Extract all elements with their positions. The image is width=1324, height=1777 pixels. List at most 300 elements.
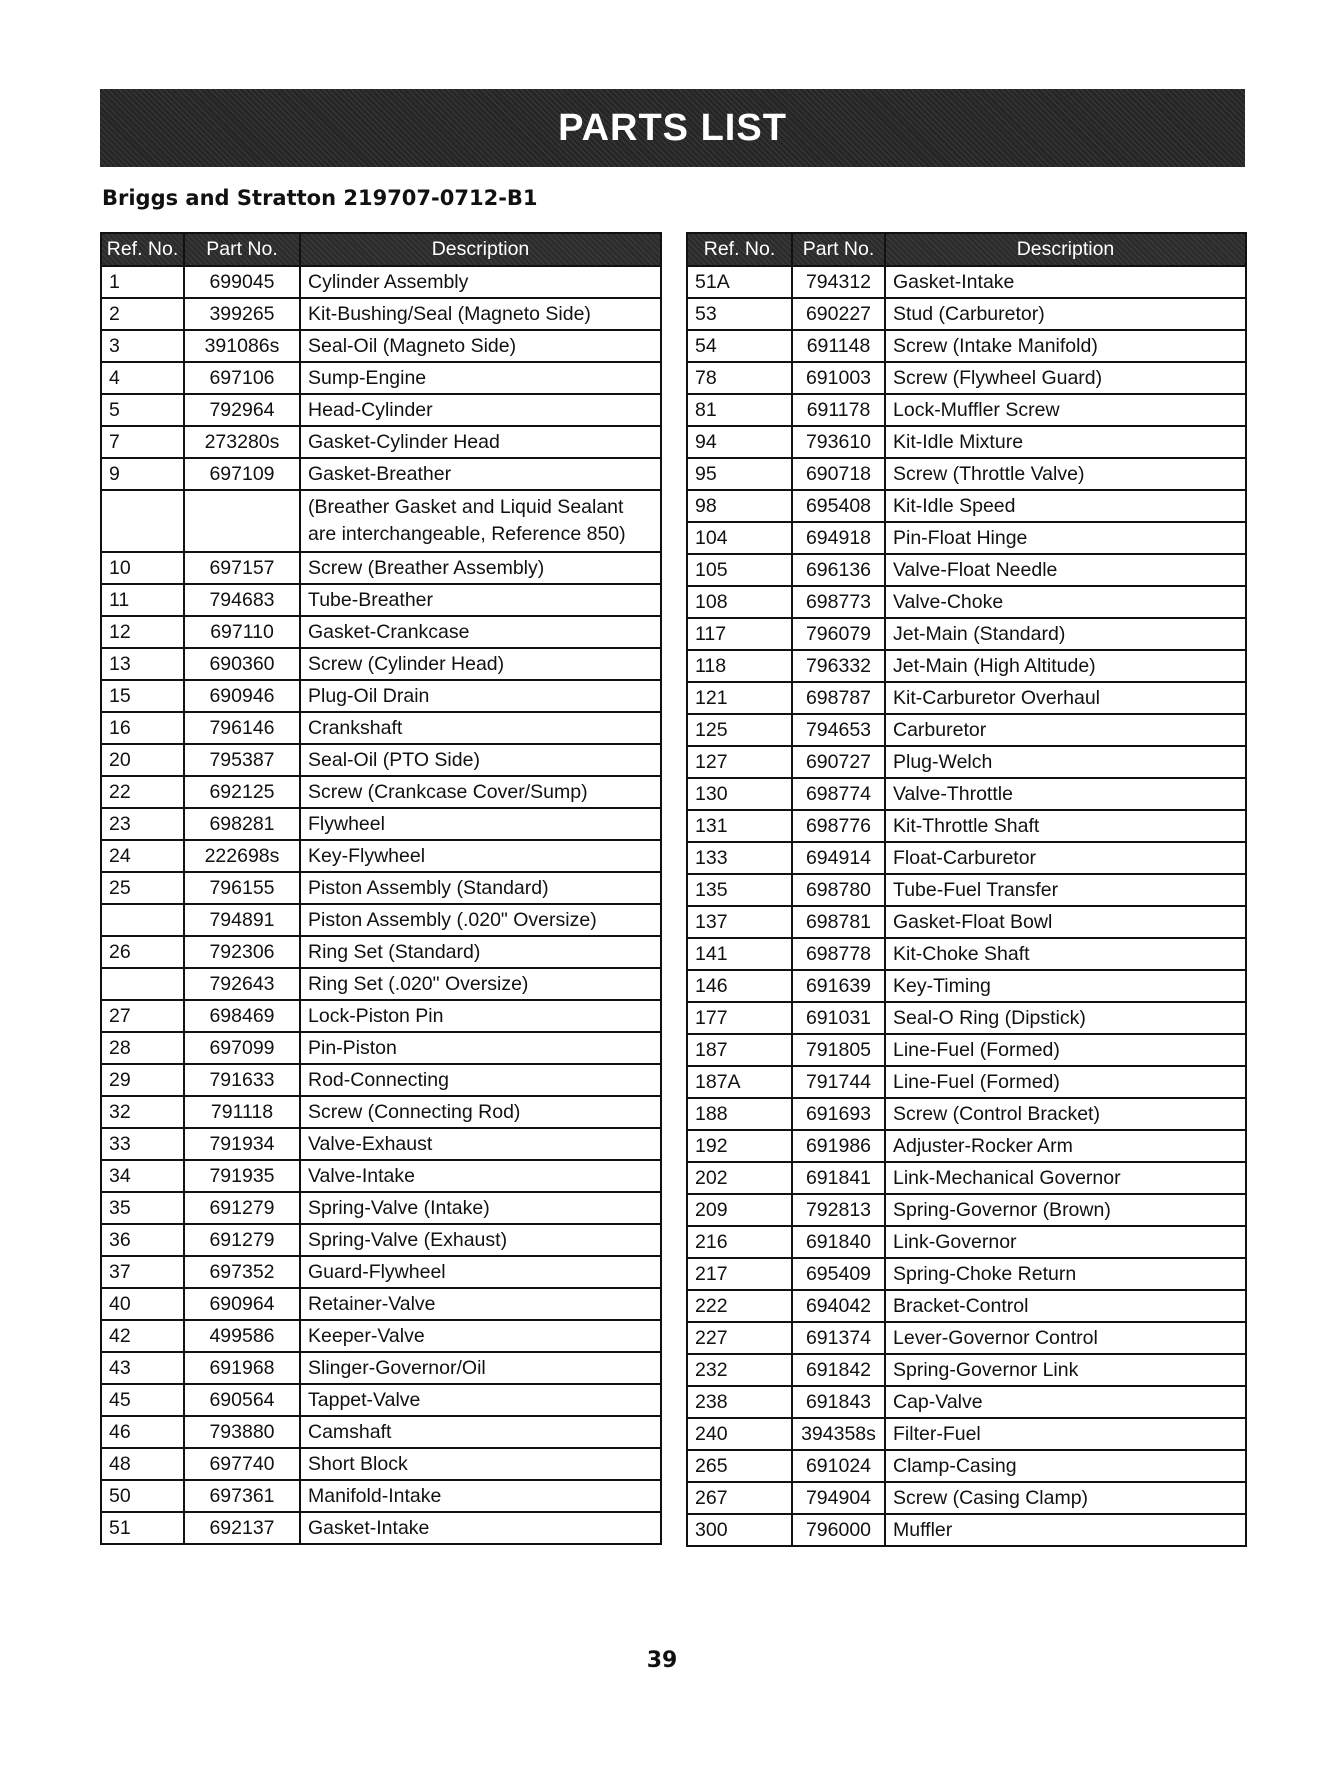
ref-no-cell: 37	[101, 1256, 184, 1288]
table-row	[101, 330, 661, 362]
part-no-cell: 694918	[792, 522, 885, 554]
table-row	[101, 904, 661, 936]
part-no-cell: 695408	[792, 490, 885, 522]
part-no-cell: 796000	[792, 1514, 885, 1546]
ref-no-cell: 24	[101, 840, 184, 872]
part-no-cell: 794904	[792, 1482, 885, 1514]
ref-no-cell: 25	[101, 872, 184, 904]
ref-no-cell: 216	[687, 1226, 792, 1258]
ref-no-cell: 117	[687, 618, 792, 650]
col-header-part-no: Part No.	[184, 233, 300, 266]
description-cell: Cylinder Assembly	[300, 266, 661, 298]
part-no-cell: 691968	[184, 1352, 300, 1384]
table-row	[101, 712, 661, 744]
table-row	[687, 522, 1246, 554]
table-row	[687, 1450, 1246, 1482]
description-cell: Jet-Main (High Altitude)	[885, 650, 1246, 682]
table-row	[687, 714, 1246, 746]
ref-no-cell: 26	[101, 936, 184, 968]
table-row	[687, 394, 1246, 426]
description-cell: Screw (Intake Manifold)	[885, 330, 1246, 362]
table-row	[101, 1256, 661, 1288]
part-no-cell: 796079	[792, 618, 885, 650]
parts-table-right-body	[687, 266, 1246, 1546]
description-cell: Screw (Cylinder Head)	[300, 648, 661, 680]
description-cell: Plug-Welch	[885, 746, 1246, 778]
table-row	[687, 970, 1246, 1002]
ref-no-cell	[101, 490, 184, 552]
ref-no-cell: 45	[101, 1384, 184, 1416]
description-cell: Piston Assembly (Standard)	[300, 872, 661, 904]
description-cell: Spring-Valve (Intake)	[300, 1192, 661, 1224]
ref-no-cell: 33	[101, 1128, 184, 1160]
part-no-cell: 691986	[792, 1130, 885, 1162]
part-no-cell: 697361	[184, 1480, 300, 1512]
table-row	[687, 1098, 1246, 1130]
description-cell: Ring Set (.020" Oversize)	[300, 968, 661, 1000]
description-cell: Lock-Muffler Screw	[885, 394, 1246, 426]
description-cell: Keeper-Valve	[300, 1320, 661, 1352]
ref-no-cell: 137	[687, 906, 792, 938]
ref-no-cell: 267	[687, 1482, 792, 1514]
description-cell: Manifold-Intake	[300, 1480, 661, 1512]
table-row	[687, 650, 1246, 682]
table-header-row	[101, 233, 661, 266]
description-cell: Tube-Breather	[300, 584, 661, 616]
table-row	[101, 872, 661, 904]
table-row	[687, 490, 1246, 522]
part-no-cell: 792306	[184, 936, 300, 968]
part-no-cell: 691840	[792, 1226, 885, 1258]
part-no-cell: 692125	[184, 776, 300, 808]
part-no-cell: 697110	[184, 616, 300, 648]
part-no-cell: 691842	[792, 1354, 885, 1386]
part-no-cell: 791118	[184, 1096, 300, 1128]
description-cell: Valve-Exhaust	[300, 1128, 661, 1160]
table-row	[687, 682, 1246, 714]
part-no-cell: 698781	[792, 906, 885, 938]
table-row	[687, 1322, 1246, 1354]
table-row	[687, 938, 1246, 970]
description-cell: Sump-Engine	[300, 362, 661, 394]
description-cell: Spring-Governor (Brown)	[885, 1194, 1246, 1226]
ref-no-cell: 2	[101, 298, 184, 330]
table-row	[101, 458, 661, 490]
description-cell: Kit-Carburetor Overhaul	[885, 682, 1246, 714]
table-row	[101, 1320, 661, 1352]
part-no-cell: 697106	[184, 362, 300, 394]
ref-no-cell: 127	[687, 746, 792, 778]
description-cell: Lever-Governor Control	[885, 1322, 1246, 1354]
table-row	[687, 874, 1246, 906]
part-no-cell: 273280s	[184, 426, 300, 458]
part-no-cell: 698780	[792, 874, 885, 906]
ref-no-cell: 222	[687, 1290, 792, 1322]
table-row	[687, 554, 1246, 586]
ref-no-cell: 35	[101, 1192, 184, 1224]
ref-no-cell: 227	[687, 1322, 792, 1354]
table-row	[101, 1448, 661, 1480]
ref-no-cell	[101, 968, 184, 1000]
ref-no-cell: 187A	[687, 1066, 792, 1098]
table-row	[101, 394, 661, 426]
table-row	[687, 298, 1246, 330]
engine-model-heading: Briggs and Stratton 219707-0712-B1	[102, 186, 538, 210]
description-cell: Kit-Throttle Shaft	[885, 810, 1246, 842]
ref-no-cell: 53	[687, 298, 792, 330]
part-no-cell: 399265	[184, 298, 300, 330]
part-no-cell: 691003	[792, 362, 885, 394]
table-row	[101, 1000, 661, 1032]
table-row	[101, 1352, 661, 1384]
description-cell: Spring-Governor Link	[885, 1354, 1246, 1386]
part-no-cell: 692137	[184, 1512, 300, 1544]
part-no-cell: 394358s	[792, 1418, 885, 1450]
description-cell: Screw (Throttle Valve)	[885, 458, 1246, 490]
part-no-cell: 791805	[792, 1034, 885, 1066]
table-row	[687, 362, 1246, 394]
description-cell: Float-Carburetor	[885, 842, 1246, 874]
col-header-description: Description	[300, 233, 661, 266]
description-cell: Screw (Connecting Rod)	[300, 1096, 661, 1128]
part-no-cell: 499586	[184, 1320, 300, 1352]
table-row	[687, 1258, 1246, 1290]
part-no-cell: 699045	[184, 266, 300, 298]
part-no-cell	[184, 490, 300, 552]
table-row	[101, 1480, 661, 1512]
description-cell: Valve-Float Needle	[885, 554, 1246, 586]
description-cell: Tube-Fuel Transfer	[885, 874, 1246, 906]
table-row	[101, 266, 661, 298]
ref-no-cell: 1	[101, 266, 184, 298]
table-row	[101, 776, 661, 808]
ref-no-cell: 238	[687, 1386, 792, 1418]
part-no-cell: 691843	[792, 1386, 885, 1418]
table-row	[687, 842, 1246, 874]
table-row	[687, 746, 1246, 778]
description-cell: (Breather Gasket and Liquid Sealant are interchangeable, Reference 850)	[300, 490, 661, 552]
table-row	[101, 1384, 661, 1416]
part-no-cell: 795387	[184, 744, 300, 776]
table-row	[687, 1354, 1246, 1386]
description-cell: Link-Mechanical Governor	[885, 1162, 1246, 1194]
ref-no-cell: 48	[101, 1448, 184, 1480]
description-cell: Tappet-Valve	[300, 1384, 661, 1416]
description-cell: Valve-Throttle	[885, 778, 1246, 810]
description-cell: Line-Fuel (Formed)	[885, 1034, 1246, 1066]
ref-no-cell: 78	[687, 362, 792, 394]
description-cell: Kit-Idle Speed	[885, 490, 1246, 522]
col-header-part-no: Part No.	[792, 233, 885, 266]
ref-no-cell: 51A	[687, 266, 792, 298]
table-row	[101, 616, 661, 648]
part-no-cell: 391086s	[184, 330, 300, 362]
part-no-cell: 690718	[792, 458, 885, 490]
part-no-cell: 696136	[792, 554, 885, 586]
description-cell: Screw (Breather Assembly)	[300, 552, 661, 584]
description-cell: Rod-Connecting	[300, 1064, 661, 1096]
ref-no-cell	[101, 904, 184, 936]
description-cell: Kit-Bushing/Seal (Magneto Side)	[300, 298, 661, 330]
ref-no-cell: 202	[687, 1162, 792, 1194]
description-cell: Spring-Valve (Exhaust)	[300, 1224, 661, 1256]
description-cell: Valve-Choke	[885, 586, 1246, 618]
table-row	[101, 1288, 661, 1320]
table-row	[687, 1386, 1246, 1418]
table-row	[101, 648, 661, 680]
part-no-cell: 794891	[184, 904, 300, 936]
part-no-cell: 690227	[792, 298, 885, 330]
ref-no-cell: 9	[101, 458, 184, 490]
parts-list-banner	[100, 89, 1245, 167]
description-cell: Key-Flywheel	[300, 840, 661, 872]
ref-no-cell: 188	[687, 1098, 792, 1130]
ref-no-cell: 232	[687, 1354, 792, 1386]
part-no-cell: 691841	[792, 1162, 885, 1194]
ref-no-cell: 240	[687, 1418, 792, 1450]
table-row	[687, 330, 1246, 362]
description-cell: Cap-Valve	[885, 1386, 1246, 1418]
ref-no-cell: 192	[687, 1130, 792, 1162]
description-cell: Gasket-Breather	[300, 458, 661, 490]
part-no-cell: 791633	[184, 1064, 300, 1096]
table-row	[687, 1290, 1246, 1322]
ref-no-cell: 4	[101, 362, 184, 394]
table-row	[101, 426, 661, 458]
ref-no-cell: 10	[101, 552, 184, 584]
description-cell: Carburetor	[885, 714, 1246, 746]
description-cell: Stud (Carburetor)	[885, 298, 1246, 330]
description-cell: Key-Timing	[885, 970, 1246, 1002]
ref-no-cell: 133	[687, 842, 792, 874]
table-row	[687, 1034, 1246, 1066]
part-no-cell: 691031	[792, 1002, 885, 1034]
ref-no-cell: 23	[101, 808, 184, 840]
part-no-cell: 697109	[184, 458, 300, 490]
part-no-cell: 695409	[792, 1258, 885, 1290]
part-no-cell: 791744	[792, 1066, 885, 1098]
description-cell: Camshaft	[300, 1416, 661, 1448]
part-no-cell: 690727	[792, 746, 885, 778]
description-cell: Crankshaft	[300, 712, 661, 744]
ref-no-cell: 5	[101, 394, 184, 426]
description-cell: Kit-Idle Mixture	[885, 426, 1246, 458]
description-cell: Link-Governor	[885, 1226, 1246, 1258]
part-no-cell: 694914	[792, 842, 885, 874]
table-row	[101, 1032, 661, 1064]
description-cell: Lock-Piston Pin	[300, 1000, 661, 1032]
table-row	[101, 936, 661, 968]
description-cell: Gasket-Intake	[885, 266, 1246, 298]
part-no-cell: 796332	[792, 650, 885, 682]
description-cell: Plug-Oil Drain	[300, 680, 661, 712]
page-number: 39	[646, 1648, 678, 1673]
ref-no-cell: 104	[687, 522, 792, 554]
table-row	[101, 490, 661, 552]
part-no-cell: 697157	[184, 552, 300, 584]
description-cell: Gasket-Intake	[300, 1512, 661, 1544]
description-cell: Filter-Fuel	[885, 1418, 1246, 1450]
ref-no-cell: 50	[101, 1480, 184, 1512]
description-cell: Screw (Flywheel Guard)	[885, 362, 1246, 394]
part-no-cell: 691279	[184, 1224, 300, 1256]
description-cell: Seal-Oil (PTO Side)	[300, 744, 661, 776]
ref-no-cell: 15	[101, 680, 184, 712]
ref-no-cell: 131	[687, 810, 792, 842]
table-row	[687, 586, 1246, 618]
ref-no-cell: 7	[101, 426, 184, 458]
description-cell: Valve-Intake	[300, 1160, 661, 1192]
part-no-cell: 791934	[184, 1128, 300, 1160]
ref-no-cell: 125	[687, 714, 792, 746]
description-cell: Pin-Piston	[300, 1032, 661, 1064]
ref-no-cell: 105	[687, 554, 792, 586]
description-cell: Line-Fuel (Formed)	[885, 1066, 1246, 1098]
table-row	[101, 1224, 661, 1256]
table-row	[101, 1160, 661, 1192]
description-cell: Adjuster-Rocker Arm	[885, 1130, 1246, 1162]
table-row	[101, 1512, 661, 1544]
table-row	[101, 552, 661, 584]
table-row	[101, 362, 661, 394]
part-no-cell: 690946	[184, 680, 300, 712]
table-row	[101, 298, 661, 330]
table-row	[687, 1194, 1246, 1226]
ref-no-cell: 81	[687, 394, 792, 426]
table-row	[687, 458, 1246, 490]
ref-no-cell: 108	[687, 586, 792, 618]
ref-no-cell: 130	[687, 778, 792, 810]
col-header-description: Description	[885, 233, 1246, 266]
ref-no-cell: 54	[687, 330, 792, 362]
table-row	[687, 1162, 1246, 1194]
ref-no-cell: 32	[101, 1096, 184, 1128]
part-no-cell: 694042	[792, 1290, 885, 1322]
ref-no-cell: 3	[101, 330, 184, 362]
table-row	[687, 426, 1246, 458]
table-row	[101, 840, 661, 872]
part-no-cell: 691148	[792, 330, 885, 362]
page-title: PARTS LIST	[558, 106, 787, 149]
table-row	[687, 1514, 1246, 1546]
ref-no-cell: 36	[101, 1224, 184, 1256]
description-cell: Screw (Crankcase Cover/Sump)	[300, 776, 661, 808]
parts-table-right	[686, 232, 1247, 1547]
ref-no-cell: 217	[687, 1258, 792, 1290]
table-row	[687, 778, 1246, 810]
ref-no-cell: 94	[687, 426, 792, 458]
col-header-ref-no: Ref. No.	[687, 233, 792, 266]
table-row	[687, 810, 1246, 842]
part-no-cell: 792964	[184, 394, 300, 426]
ref-no-cell: 265	[687, 1450, 792, 1482]
ref-no-cell: 43	[101, 1352, 184, 1384]
part-no-cell: 222698s	[184, 840, 300, 872]
part-no-cell: 792813	[792, 1194, 885, 1226]
ref-no-cell: 51	[101, 1512, 184, 1544]
ref-no-cell: 95	[687, 458, 792, 490]
ref-no-cell: 300	[687, 1514, 792, 1546]
ref-no-cell: 40	[101, 1288, 184, 1320]
part-no-cell: 794683	[184, 584, 300, 616]
ref-no-cell: 209	[687, 1194, 792, 1226]
part-no-cell: 793880	[184, 1416, 300, 1448]
part-no-cell: 796155	[184, 872, 300, 904]
part-no-cell: 691024	[792, 1450, 885, 1482]
ref-no-cell: 141	[687, 938, 792, 970]
ref-no-cell: 16	[101, 712, 184, 744]
ref-no-cell: 29	[101, 1064, 184, 1096]
description-cell: Muffler	[885, 1514, 1246, 1546]
description-cell: Head-Cylinder	[300, 394, 661, 426]
ref-no-cell: 42	[101, 1320, 184, 1352]
part-no-cell: 691693	[792, 1098, 885, 1130]
table-row	[101, 808, 661, 840]
description-cell: Clamp-Casing	[885, 1450, 1246, 1482]
description-cell: Pin-Float Hinge	[885, 522, 1246, 554]
part-no-cell: 794312	[792, 266, 885, 298]
description-cell: Flywheel	[300, 808, 661, 840]
table-row	[687, 906, 1246, 938]
ref-no-cell: 22	[101, 776, 184, 808]
ref-no-cell: 20	[101, 744, 184, 776]
table-row	[687, 1418, 1246, 1450]
table-row	[687, 1130, 1246, 1162]
table-row	[687, 618, 1246, 650]
part-no-cell: 697352	[184, 1256, 300, 1288]
part-no-cell: 690564	[184, 1384, 300, 1416]
ref-no-cell: 177	[687, 1002, 792, 1034]
ref-no-cell: 27	[101, 1000, 184, 1032]
description-cell: Spring-Choke Return	[885, 1258, 1246, 1290]
ref-no-cell: 34	[101, 1160, 184, 1192]
description-cell: Short Block	[300, 1448, 661, 1480]
part-no-cell: 791935	[184, 1160, 300, 1192]
description-cell: Seal-Oil (Magneto Side)	[300, 330, 661, 362]
part-no-cell: 698773	[792, 586, 885, 618]
part-no-cell: 691639	[792, 970, 885, 1002]
ref-no-cell: 98	[687, 490, 792, 522]
description-cell: Guard-Flywheel	[300, 1256, 661, 1288]
ref-no-cell: 28	[101, 1032, 184, 1064]
table-row	[101, 680, 661, 712]
ref-no-cell: 12	[101, 616, 184, 648]
description-cell: Screw (Casing Clamp)	[885, 1482, 1246, 1514]
ref-no-cell: 135	[687, 874, 792, 906]
table-row	[687, 1226, 1246, 1258]
description-cell: Screw (Control Bracket)	[885, 1098, 1246, 1130]
part-no-cell: 698787	[792, 682, 885, 714]
part-no-cell: 690964	[184, 1288, 300, 1320]
table-row	[687, 266, 1246, 298]
ref-no-cell: 121	[687, 682, 792, 714]
col-header-ref-no: Ref. No.	[101, 233, 184, 266]
part-no-cell: 796146	[184, 712, 300, 744]
table-header-row	[687, 233, 1246, 266]
description-cell: Ring Set (Standard)	[300, 936, 661, 968]
table-row	[687, 1066, 1246, 1098]
ref-no-cell: 146	[687, 970, 792, 1002]
description-cell: Jet-Main (Standard)	[885, 618, 1246, 650]
description-cell: Gasket-Float Bowl	[885, 906, 1246, 938]
description-cell: Bracket-Control	[885, 1290, 1246, 1322]
ref-no-cell: 13	[101, 648, 184, 680]
part-no-cell: 698469	[184, 1000, 300, 1032]
table-row	[687, 1002, 1246, 1034]
description-cell: Seal-O Ring (Dipstick)	[885, 1002, 1246, 1034]
table-row	[687, 1482, 1246, 1514]
table-row	[101, 1192, 661, 1224]
